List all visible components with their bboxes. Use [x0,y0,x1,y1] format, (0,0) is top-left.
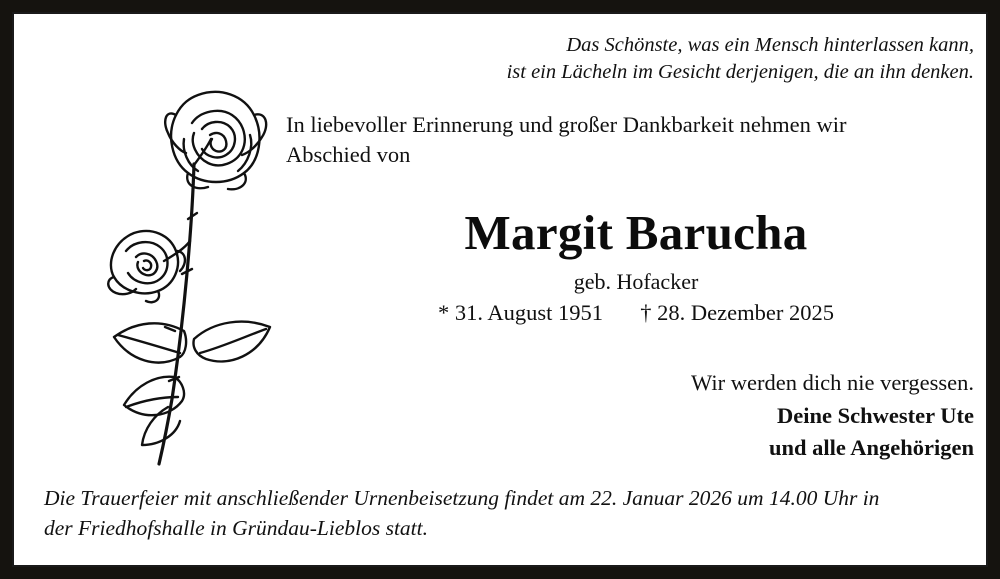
life-dates [286,300,986,326]
farewell-line-3: und alle Angehörigen [768,435,974,461]
memorial-quote [314,32,974,86]
intro-line-2: Abschied von [286,142,411,168]
intro-line-1: In liebevoller Erinnerung und großer Dankbarkeit nehmen wir [286,112,847,137]
notice-border [12,12,988,567]
maiden-name: geb. Hofacker [573,269,699,294]
intro-text [286,110,986,171]
farewell-line-2: Deine Schwester Ute [776,402,974,428]
deceased-name: Margit Barucha [464,205,808,260]
funeral-line-2: der Friedhofshalle in Gründau-Lieblos statt. [44,515,429,540]
funeral-details [44,484,974,543]
birth-date: * 31. August 1951 [438,300,604,325]
quote-line-1: Das Schönste, was ein Mensch hinterlassen kann, [566,34,974,56]
farewell-line-1: Wir werden dich nie vergessen. [691,370,974,395]
death-date: † 28. Dezember 2025 [640,300,834,325]
farewell-text [314,367,974,465]
quote-line-2: ist ein Lächeln im Gesicht derjenigen, die an ihn denken. [506,61,974,84]
funeral-line-1: Die Trauerfeier mit anschließender Urnenbeisetzung findet am 22. Januar 2026 um 14.00 Uhr in [44,486,880,510]
notice-content [14,14,986,565]
rose-illustration-icon [44,69,284,469]
